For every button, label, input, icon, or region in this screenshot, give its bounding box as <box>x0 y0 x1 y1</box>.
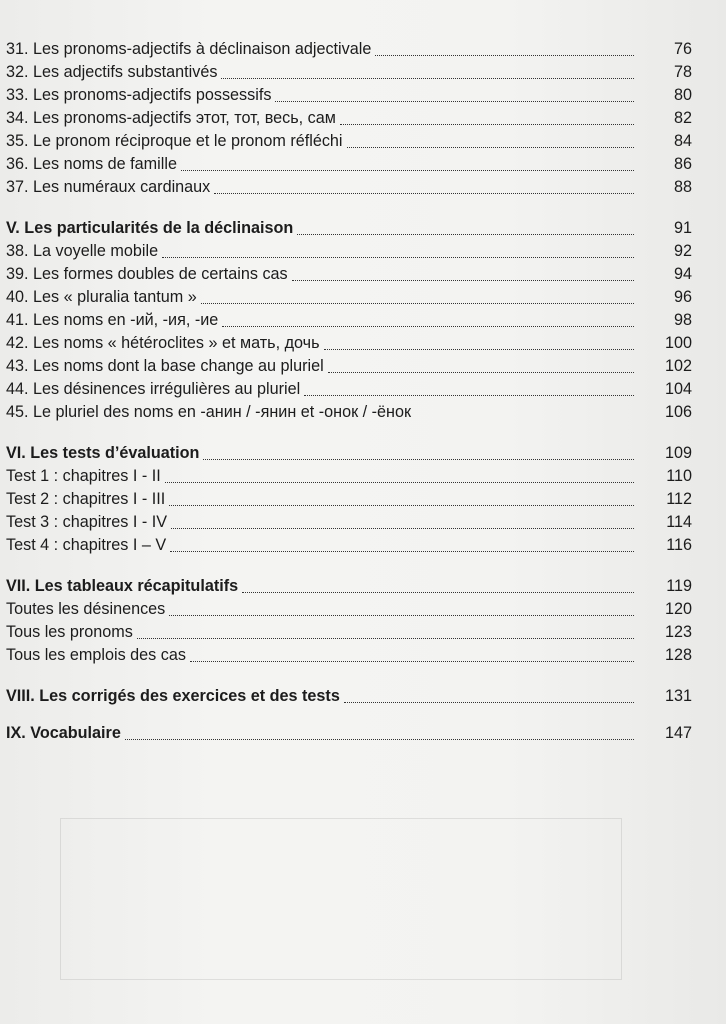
toc-page-number: 76 <box>673 40 692 58</box>
section-spacer <box>6 199 692 217</box>
toc-entry <box>6 130 692 153</box>
toc-entry <box>6 176 692 199</box>
toc-entry-title: 36. Les noms de famille <box>6 155 177 173</box>
toc-page-number: 106 <box>664 403 692 421</box>
toc-entry-title: 41. Les noms en -ий, -ия, -ие <box>6 311 219 329</box>
toc-section-heading <box>6 685 692 708</box>
toc-entry <box>6 401 692 424</box>
toc-page-number: 114 <box>666 513 692 531</box>
toc-page-number: 84 <box>673 132 692 150</box>
toc-page-number: 80 <box>673 86 692 104</box>
dot-leader <box>170 551 634 552</box>
toc-entry-title: 31. Les pronoms-adjectifs à déclinaison adjectivale <box>6 40 372 58</box>
toc-page-number: 104 <box>664 380 692 398</box>
toc-entry <box>6 61 692 84</box>
dot-leader <box>169 505 634 506</box>
dot-leader <box>347 147 634 148</box>
dot-leader <box>181 170 634 171</box>
toc-entry-title: 43. Les noms dont la base change au pluriel <box>6 357 324 375</box>
toc-entry <box>6 309 692 332</box>
toc-section-heading <box>6 722 692 745</box>
toc-entry-title: V. Les particularités de la déclinaison <box>6 219 294 237</box>
toc-entry-title: 33. Les pronoms-adjectifs possessifs <box>6 86 272 104</box>
dot-leader <box>292 280 634 281</box>
toc-entry-title: VII. Les tableaux récapitulatifs <box>6 577 239 595</box>
toc-page-number: 100 <box>664 334 692 352</box>
toc-page-number: 88 <box>673 178 692 196</box>
toc-section-heading <box>6 575 692 598</box>
toc-page-number: 109 <box>664 444 692 462</box>
toc-entry-title: 44. Les désinences irrégulières au pluriel <box>6 380 301 398</box>
toc-entry-title: 38. La voyelle mobile <box>6 242 159 260</box>
toc-page-number: 96 <box>673 288 692 306</box>
dot-leader <box>169 615 634 616</box>
toc-page-number: 102 <box>664 357 692 375</box>
toc-entry <box>6 465 692 488</box>
toc-page-number: 110 <box>666 467 692 485</box>
toc-entry-title: Test 3 : chapitres I - IV <box>6 513 168 531</box>
toc-entry <box>6 534 692 557</box>
dot-leader <box>125 739 634 740</box>
section-spacer <box>6 557 692 575</box>
dot-leader <box>165 482 634 483</box>
toc-section-heading <box>6 442 692 465</box>
toc-entry <box>6 598 692 621</box>
dot-leader <box>324 349 634 350</box>
toc-entry <box>6 378 692 401</box>
dot-leader <box>137 638 634 639</box>
toc-page-number: 98 <box>673 311 692 329</box>
dot-leader <box>162 257 634 258</box>
toc-entry <box>6 107 692 130</box>
dot-leader <box>203 459 634 460</box>
toc-entry <box>6 355 692 378</box>
toc-entry <box>6 286 692 309</box>
toc-page-number: 91 <box>673 219 692 237</box>
dot-leader <box>242 592 634 593</box>
dot-leader <box>201 303 634 304</box>
toc-page-number: 116 <box>666 536 692 554</box>
toc-page-number: 78 <box>673 63 692 81</box>
toc-page-number: 123 <box>664 623 692 641</box>
toc-page-number: 112 <box>666 490 692 508</box>
toc-entry-title: 35. Le pronom réciproque et le pronom réfléchi <box>6 132 343 150</box>
toc-page-number: 119 <box>666 577 692 595</box>
dot-leader <box>214 193 634 194</box>
toc-entry <box>6 38 692 61</box>
dot-leader <box>171 528 634 529</box>
section-spacer <box>6 667 692 685</box>
dot-leader <box>190 661 634 662</box>
dot-leader <box>304 395 634 396</box>
toc-entry-title: 45. Le pluriel des noms en -анин / -янин et -онок / -ёнок <box>6 403 412 421</box>
toc-page-number: 86 <box>673 155 692 173</box>
toc-entry <box>6 84 692 107</box>
toc-entry <box>6 511 692 534</box>
toc-page-number: 92 <box>673 242 692 260</box>
toc-entry-title: 40. Les « pluralia tantum » <box>6 288 197 306</box>
toc-entry-title: VIII. Les corrigés des exercices et des tests <box>6 687 340 705</box>
section-spacer <box>6 708 692 722</box>
table-of-contents <box>6 38 692 745</box>
toc-entry-title: VI. Les tests d’évaluation <box>6 444 200 462</box>
toc-entry-title: 32. Les adjectifs substantivés <box>6 63 218 81</box>
toc-entry-title: 37. Les numéraux cardinaux <box>6 178 211 196</box>
bleed-through-table <box>60 818 622 980</box>
toc-page-number: 82 <box>673 109 692 127</box>
toc-entry-title: Tous les emplois des cas <box>6 646 186 664</box>
toc-page-number: 94 <box>673 265 692 283</box>
toc-entry-title: 39. Les formes doubles de certains cas <box>6 265 288 283</box>
toc-entry <box>6 153 692 176</box>
dot-leader <box>375 55 634 56</box>
toc-entry-title: Test 2 : chapitres I - III <box>6 490 166 508</box>
toc-page-number: 131 <box>664 687 692 705</box>
dot-leader <box>328 372 634 373</box>
toc-section-heading <box>6 217 692 240</box>
dot-leader <box>297 234 634 235</box>
dot-leader <box>221 78 634 79</box>
dot-leader <box>344 702 634 703</box>
toc-entry <box>6 240 692 263</box>
toc-entry-title: Test 4 : chapitres I – V <box>6 536 167 554</box>
toc-entry-title: 42. Les noms « hétéroclites » et мать, дочь <box>6 334 320 352</box>
toc-entry-title: Tous les pronoms <box>6 623 133 641</box>
toc-entry-title: IX. Vocabulaire <box>6 724 121 742</box>
toc-entry-title: 34. Les pronoms-adjectifs этот, тот, весь, сам <box>6 109 336 127</box>
toc-entry <box>6 488 692 511</box>
toc-page-number: 120 <box>664 600 692 618</box>
toc-entry <box>6 332 692 355</box>
toc-page-number: 128 <box>664 646 692 664</box>
toc-entry-title: Test 1 : chapitres I - II <box>6 467 161 485</box>
dot-leader <box>340 124 634 125</box>
dot-leader <box>275 101 634 102</box>
toc-page-number: 147 <box>664 724 692 742</box>
toc-entry <box>6 621 692 644</box>
toc-entry <box>6 263 692 286</box>
section-spacer <box>6 424 692 442</box>
dot-leader <box>222 326 634 327</box>
toc-entry-title: Toutes les désinences <box>6 600 166 618</box>
toc-entry <box>6 644 692 667</box>
